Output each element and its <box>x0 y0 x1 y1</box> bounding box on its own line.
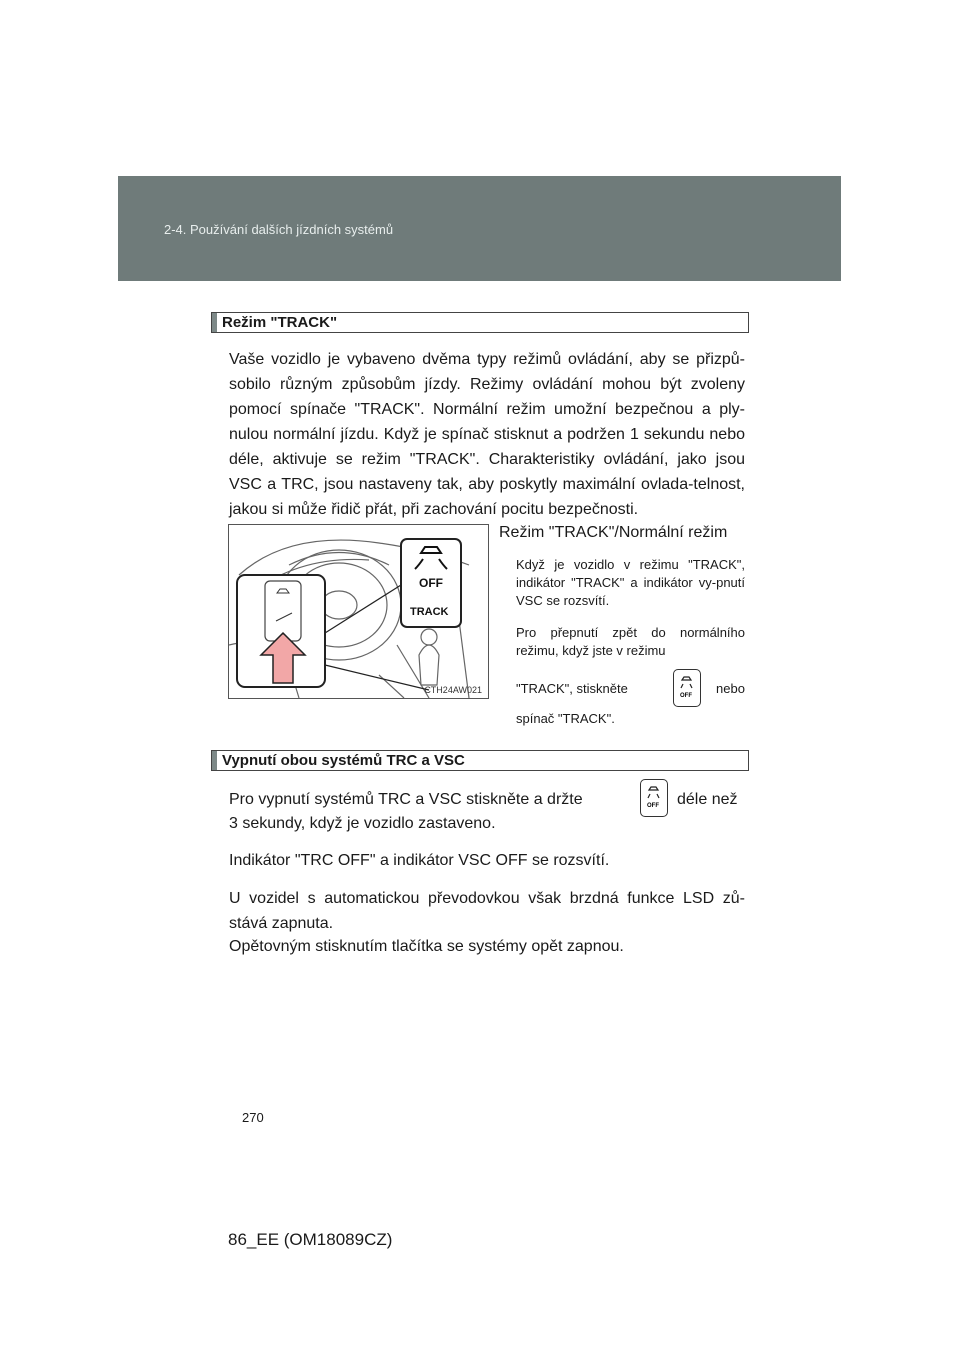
trc-vsc-p4: Opětovným stisknutím tlačítka se systémy opět zapnou. <box>229 938 624 955</box>
dashboard-illustration <box>229 525 488 698</box>
dashboard-figure <box>228 524 489 699</box>
vsc-off-inline-icon <box>673 669 701 707</box>
track-note-2b: "TRACK", stiskněte <box>516 681 628 696</box>
svg-text:OFF: OFF <box>680 693 692 699</box>
chapter-title: 2-4. Používání dalších jízdních systémů <box>164 222 394 237</box>
figure-off-label: OFF <box>419 576 443 590</box>
svg-text:OFF: OFF <box>647 803 659 809</box>
trc-vsc-p2: Indikátor "TRC OFF" a indikátor VSC OFF se rozsvítí. <box>229 852 610 869</box>
track-mode-description: Vaše vozidlo je vybaveno dvěma typy režimů ovládání, aby se přizpů-sobilo různým způsobům jízdy. Režimy ovládání mohou být zvoleny pomocí spínače "TRACK". Normální režim umožní bezpečnou a ply-nulou normální jízdu. Když je spínač stisknut a podržen 1 sekundu nebo déle, aktivuje se režim "TRACK". Charakteristiky ovládání, jako jsou VSC a TRC, jsou nastaveny tak, aby poskytly maximální ovlada-telnost, jakou si může řidič přát, při zachování pocitu bezpečnosti. <box>229 351 745 518</box>
trc-vsc-p3: U vozidel s automatickou převodovkou však brzdná funkce LSD zů-stává zapnuta. <box>229 890 745 932</box>
track-note-2a: Pro přepnutí zpět do normálního režimu, když jste v režimu <box>516 625 745 658</box>
document-code: 86_EE (OM18089CZ) <box>228 1230 393 1249</box>
page-number: 270 <box>242 1110 264 1125</box>
header-band <box>118 176 841 281</box>
trc-vsc-p1b: déle než <box>677 791 738 808</box>
section-title-track-mode: Režim "TRACK" <box>211 312 749 333</box>
trc-vsc-p1a: Pro vypnutí systémů TRC a VSC stiskněte a držte <box>229 791 583 808</box>
figure-code: CTH24AW021 <box>424 685 482 695</box>
figure-track-label: TRACK <box>410 606 449 618</box>
track-normal-subheading: Režim "TRACK"/Normální režim <box>499 524 728 541</box>
track-note-2c: nebo <box>716 681 745 696</box>
track-note-2d: spínač "TRACK". <box>516 711 615 726</box>
section-title-trc-vsc-off: Vypnutí obou systémů TRC a VSC <box>211 750 749 771</box>
trc-vsc-p1c: 3 sekundy, když je vozidlo zastaveno. <box>229 815 496 832</box>
track-note-1: Když je vozidlo v režimu "TRACK", indikátor "TRACK" a indikátor vy-pnutí VSC se rozsvítí. <box>516 557 745 608</box>
